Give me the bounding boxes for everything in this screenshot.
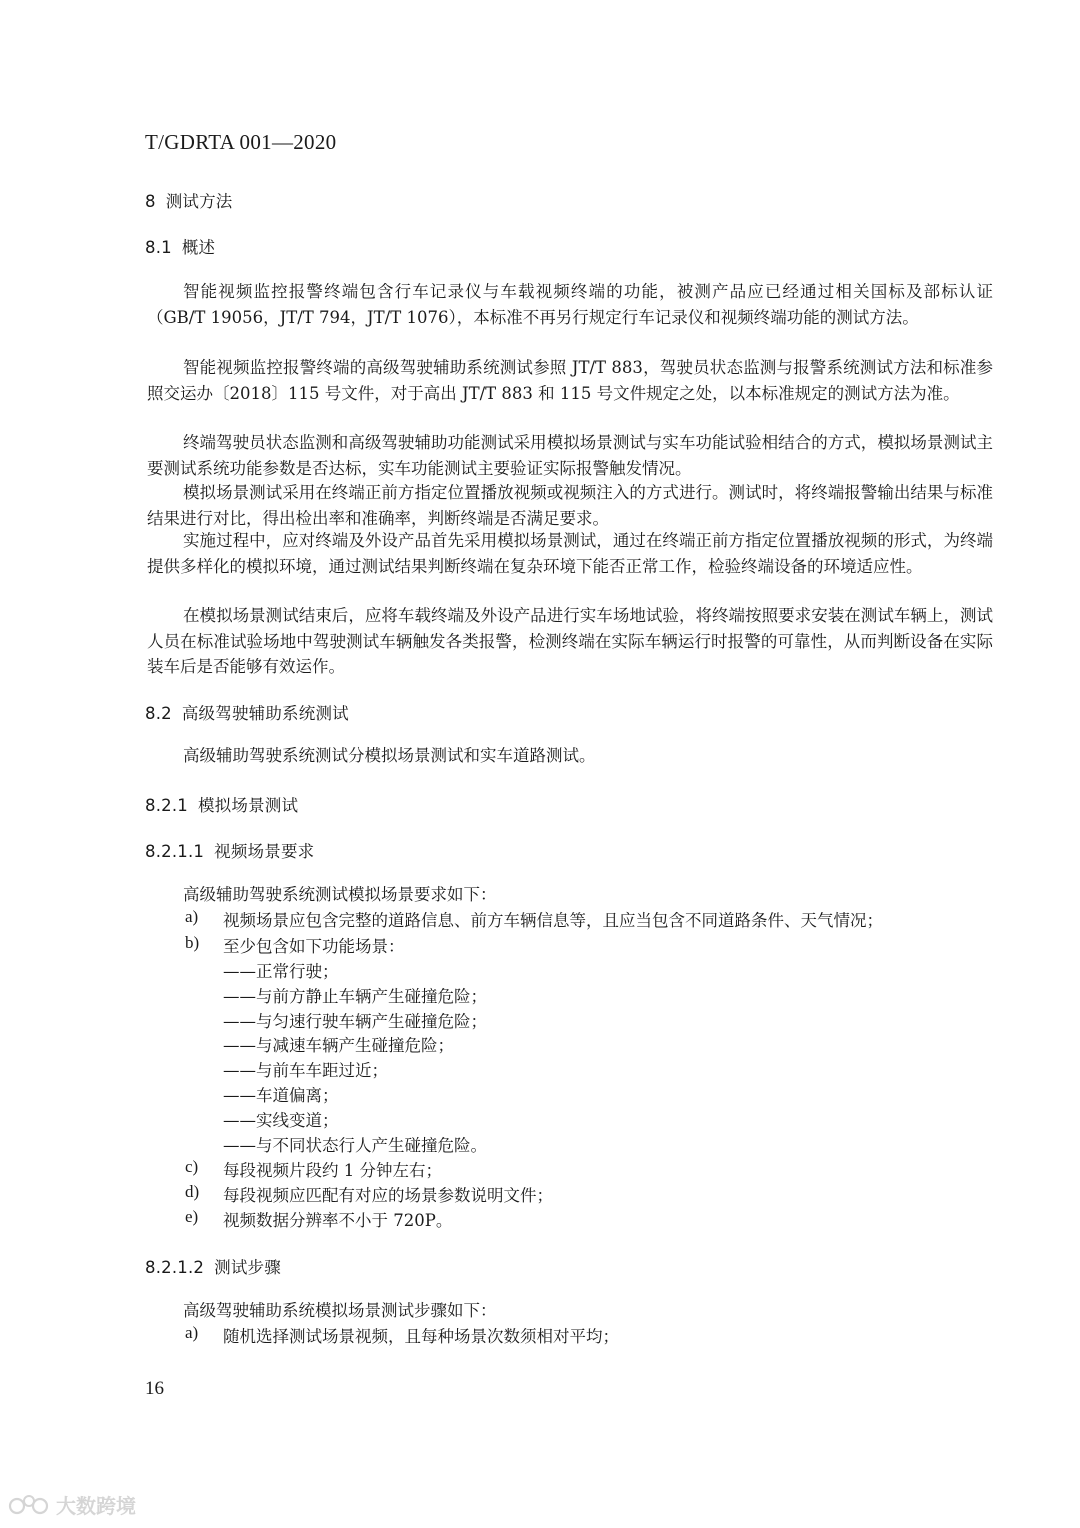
section-number: 8.2.1.2 xyxy=(145,1258,205,1277)
section-title: 概述 xyxy=(181,238,216,257)
list-item-text: 视频数据分辨率不小于 720P。 xyxy=(223,1211,453,1230)
scenario-item: ——与不同状态行人产生碰撞危险。 xyxy=(223,1136,487,1155)
section-8-2-1-2-heading xyxy=(145,1254,281,1278)
scenario-item: ——与前方静止车辆产生碰撞危险； xyxy=(223,987,487,1006)
paragraph: 模拟场景测试采用在终端正前方指定位置播放视频或视频注入的方式进行。测试时，将终端报警输出结果与标准结果进行对比，得出检出率和准确率，判断终端是否满足要求。 xyxy=(147,483,993,528)
paragraph: 终端驾驶员状态监测和高级驾驶辅助功能测试采用模拟场景测试与实车功能试验相结合的方式，模拟场景测试主要测试系统功能参数是否达标，实车功能测试主要验证实际报警触发情况。 xyxy=(147,433,993,478)
list-item-label: a) xyxy=(185,1323,199,1342)
section-number: 8.2.1 xyxy=(145,796,188,815)
list-item-text: 随机选择测试场景视频，且每种场景次数须相对平均； xyxy=(223,1327,619,1346)
section-number: 8.1 xyxy=(145,238,172,257)
scenario-item: ——车道偏离； xyxy=(223,1086,339,1105)
scenario-item: ——与匀速行驶车辆产生碰撞危险； xyxy=(223,1012,487,1031)
paragraph: 智能视频监控报警终端的高级驾驶辅助系统测试参照 JT/T 883，驾驶员状态监测与报警系统测试方法和标准参照交运办〔2018〕115 号文件，对于高出 JT/T 883 和 115 号文件规定之处，以本标准规定的测试方法为准。 xyxy=(147,358,993,403)
section-number: 8 xyxy=(145,192,156,211)
watermark xyxy=(8,1490,136,1519)
section-8-2-1-heading xyxy=(145,792,298,816)
list-item-label: a) xyxy=(185,907,199,926)
list-item-text: 视频场景应包含完整的道路信息、前方车辆信息等，且应当包含不同道路条件、天气情况； xyxy=(223,911,883,930)
section-title: 视频场景要求 xyxy=(214,842,315,861)
section-title: 测试步骤 xyxy=(214,1258,281,1277)
scenario-item: ——与前车车距过近； xyxy=(223,1061,388,1080)
list-item-text: 每段视频应匹配有对应的场景参数说明文件； xyxy=(223,1186,553,1205)
watermark-text: 大数跨境 xyxy=(56,1494,136,1518)
list-item-label: b) xyxy=(185,933,200,952)
paragraph: 高级辅助驾驶系统测试模拟场景要求如下： xyxy=(183,885,497,904)
page-number: 16 xyxy=(145,1378,164,1399)
paragraph: 高级辅助驾驶系统测试分模拟场景测试和实车道路测试。 xyxy=(183,746,596,765)
list-item-label: e) xyxy=(185,1207,199,1226)
document-code: T/GDRTA 001—2020 xyxy=(145,130,337,154)
section-8-1-heading xyxy=(145,234,215,258)
list-item-text: 每段视频片段约 1 分钟左右； xyxy=(223,1161,442,1180)
scenario-item: ——与减速车辆产生碰撞危险； xyxy=(223,1036,454,1055)
paragraph: 在模拟场景测试结束后，应将车载终端及外设产品进行实车场地试验，将终端按照要求安装在测试车辆上，测试人员在标准试验场地中驾驶测试车辆触发各类报警，检测终端在实际车辆运行时报警的可靠性，从而判断设备在实际装车后是否能够有效运作。 xyxy=(147,606,993,676)
section-number: 8.2 xyxy=(145,704,172,723)
watermark-logo-icon xyxy=(8,1492,52,1518)
section-8-heading xyxy=(145,188,233,212)
section-title: 高级驾驶辅助系统测试 xyxy=(181,704,349,723)
list-item-label: d) xyxy=(185,1182,200,1201)
scenario-item: ——实线变道； xyxy=(223,1111,339,1130)
section-8-2-heading xyxy=(145,700,349,724)
list-item-label: c) xyxy=(185,1157,199,1176)
scenario-item: ——正常行驶； xyxy=(223,962,339,981)
list-item-text: 至少包含如下功能场景： xyxy=(223,937,405,956)
section-number: 8.2.1.1 xyxy=(145,842,205,861)
section-8-2-1-1-heading xyxy=(145,838,314,862)
section-title: 模拟场景测试 xyxy=(197,796,299,815)
paragraph: 实施过程中，应对终端及外设产品首先采用模拟场景测试，通过在终端正前方指定位置播放视频的形式，为终端提供多样化的模拟环境，通过测试结果判断终端在复杂环境下能否正常工作，检验终端设备的环境适应性。 xyxy=(147,531,993,576)
paragraph: 智能视频监控报警终端包含行车记录仪与车载视频终端的功能，被测产品应已经通过相关国标及部标认证（GB/T 19056，JT/T 794，JT/T 1076），本标准不再另行规定行车记录仪和视频终端功能的测试方法。 xyxy=(147,282,993,327)
paragraph: 高级驾驶辅助系统模拟场景测试步骤如下： xyxy=(183,1301,497,1320)
section-title: 测试方法 xyxy=(165,192,233,211)
